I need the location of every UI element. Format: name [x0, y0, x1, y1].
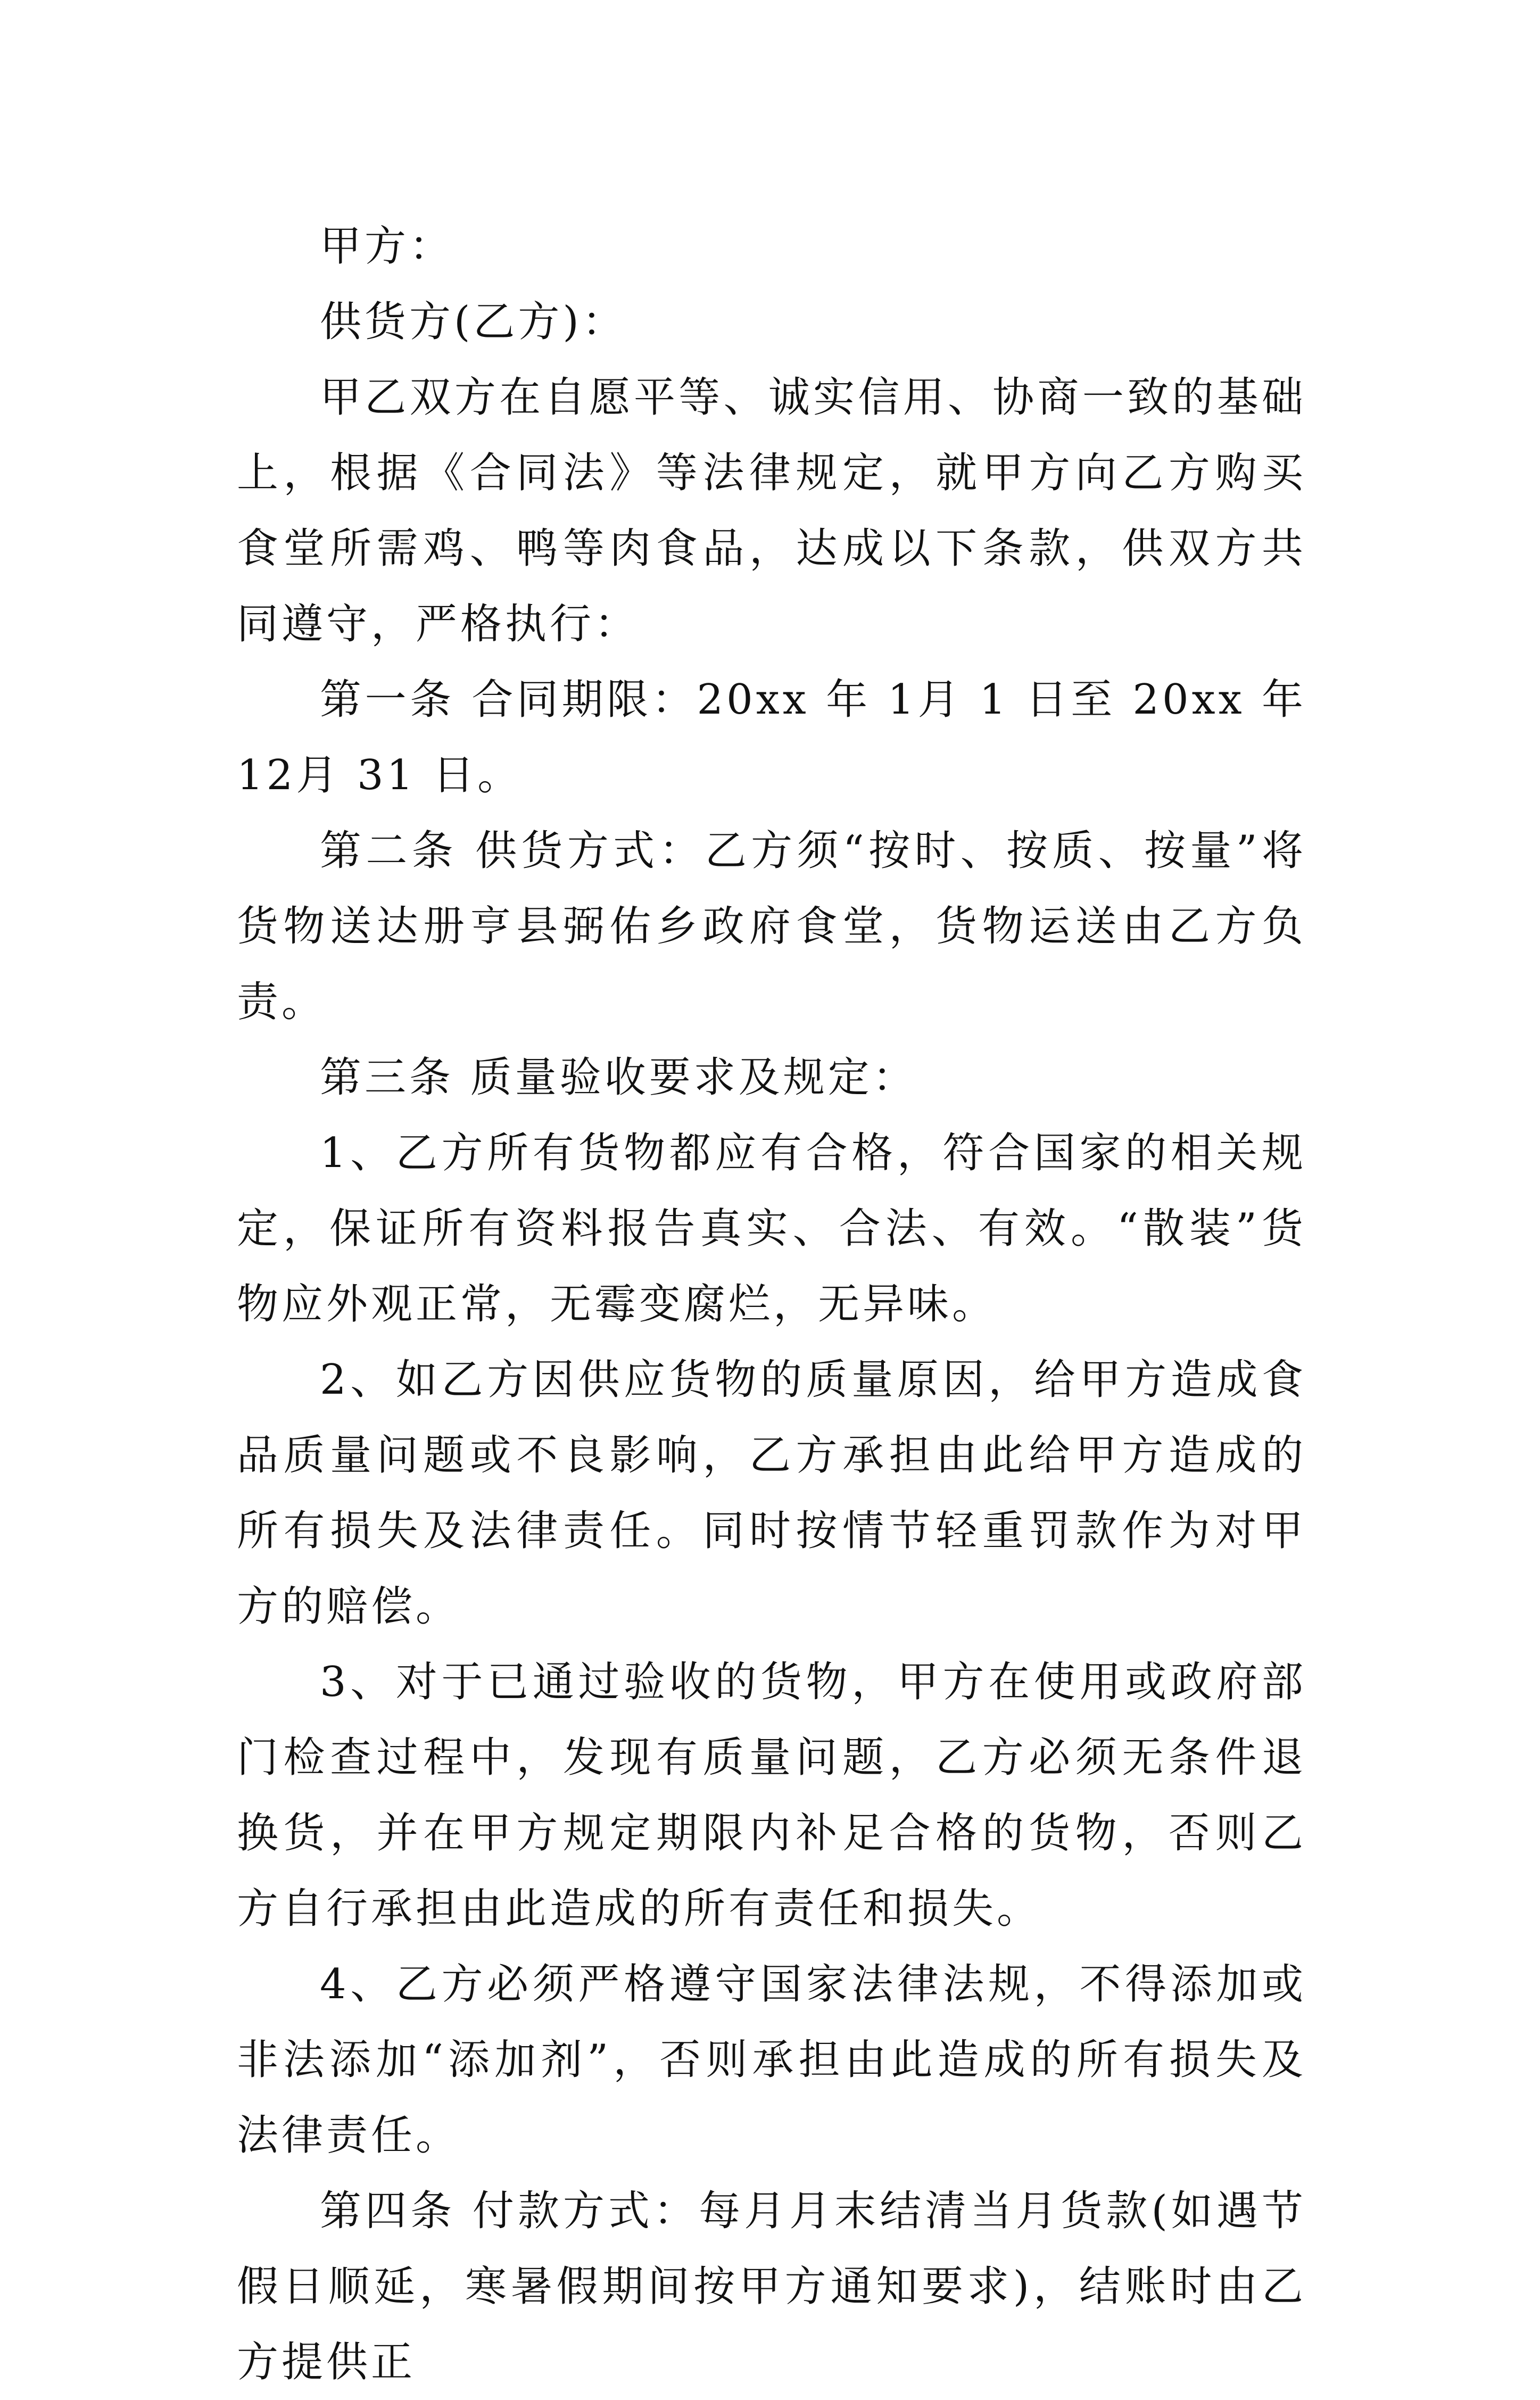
article-3-item-1: 1、乙方所有货物都应有合格，符合国家的相关规定，保证所有资料报告真实、合法、有效。“散装”货物应外观正常，无霉变腐烂，无异味。	[237, 1129, 1306, 1328]
supplier-line: 供货方(乙方)：	[320, 298, 627, 346]
preamble-paragraph: 甲乙双方在自愿平等、诚实信用、协商一致的基础上，根据《合同法》等法律规定，就甲方向乙方购买食堂所需鸡、鸭等肉食品，达成以下条款，供双方共同遵守，严格执行：	[237, 374, 1306, 648]
party-a-line: 甲方：	[320, 222, 454, 270]
article-4-payment: 第四条 付款方式：每月月末结清当月货款(如遇节假日顺延，寒暑假期间按甲方通知要求)，结账时由乙方提供正	[237, 2187, 1306, 2386]
article-3-item-2: 2、如乙方因供应货物的质量原因，给甲方造成食品质量问题或不良影响，乙方承担由此给甲方造成的所有损失及法律责任。同时按情节轻重罚款作为对甲方的赔偿。	[237, 1356, 1306, 1631]
article-2-supply-method: 第二条 供货方式：乙方须“按时、按质、按量”将货物送达册亨县弼佑乡政府食堂，货物运送由乙方负责。	[237, 827, 1306, 1026]
document-body	[237, 209, 1306, 2400]
article-1-term: 第一条 合同期限：20xx 年 1月 1 日至 20xx 年 12月 31 日。	[237, 676, 1306, 799]
article-3-item-3: 3、对于已通过验收的货物，甲方在使用或政府部门检查过程中，发现有质量问题，乙方必须无条件退换货，并在甲方规定期限内补足合格的货物，否则乙方自行承担由此造成的所有责任和损失。	[237, 1658, 1306, 1933]
article-3-item-4: 4、乙方必须严格遵守国家法律法规，不得添加或非法添加“添加剂”，否则承担由此造成的所有损失及法律责任。	[237, 1960, 1306, 2159]
article-3-heading: 第三条 质量验收要求及规定：	[320, 1054, 917, 1102]
